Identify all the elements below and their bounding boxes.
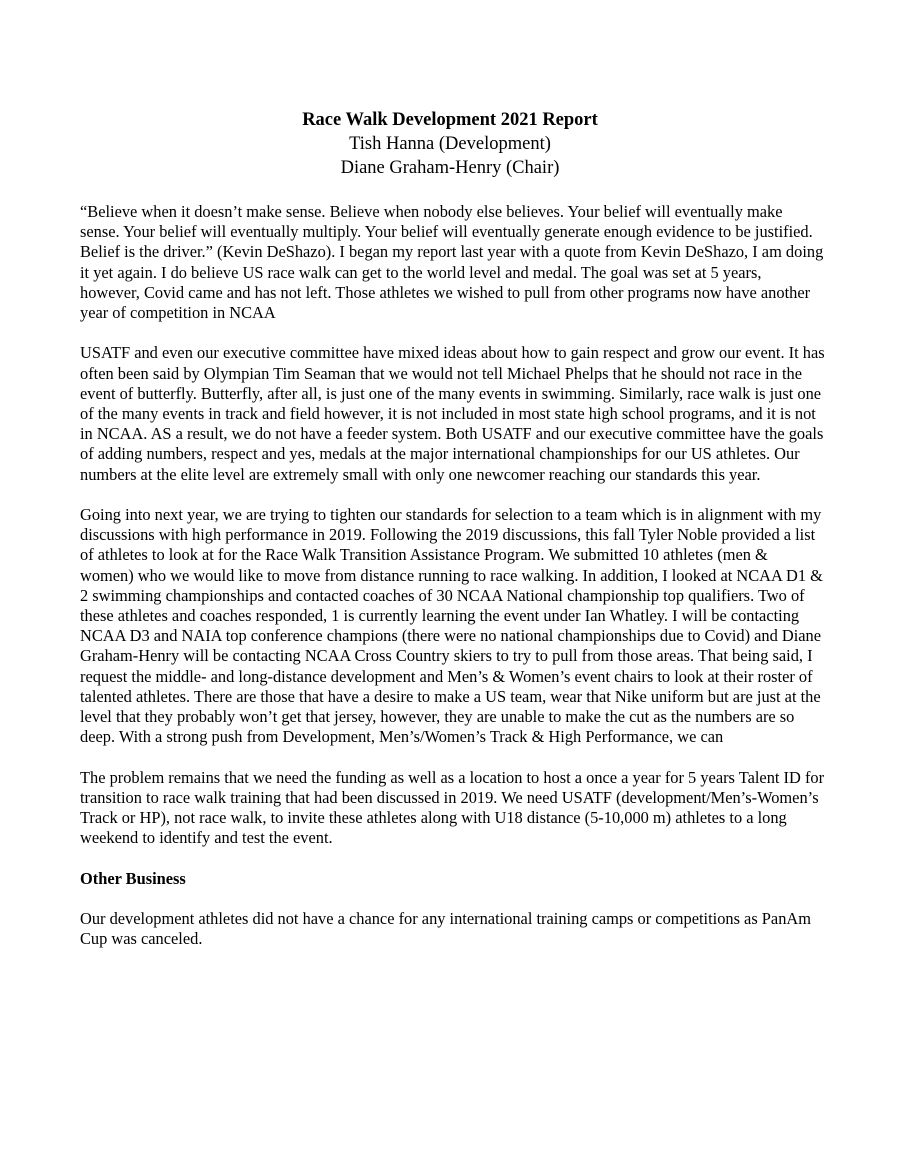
other-business-heading: Other Business [80, 868, 186, 888]
paragraph-quote: “Believe when it doesn’t make sense. Believe when nobody else believes. Your belief will eventually make sense. Your belief will eventually multiply. Your belief will eventually generate enough evidence to be justified. Belief is the driver.” (Kevin DeShazo). I began my report last year with a quote from Kevin DeShazo, I am doing it yet again. I do believe US race walk can get to the world level and medal. The goal was set at 5 years, however, Covid came and has not left. Those athletes we wished to pull from other programs now have another year of competition in NCAA [80, 202, 824, 323]
author-chair: Diane Graham-Henry (Chair) [340, 158, 560, 178]
paragraph-other-business: Our development athletes did not have a chance for any international training camps or competitions as PanAm Cup was canceled. [80, 909, 811, 949]
author-development: Tish Hanna (Development) [349, 134, 551, 154]
paragraph-next-year: Going into next year, we are trying to tighten our standards for selection to a team which is in alignment with my discussions with high performance in 2019. Following the 2019 discussions, this fall Tyler Noble provided a list of athletes to look at for the Race Walk Transition Assistance Program. We submitted 10 athletes (men & women) who we would like to move from distance running to race walking. In addition, I looked at NCAA D1 & 2 swimming championships and contacted coaches of 30 NCAA National championship top qualifiers. Two of these athletes and coaches responded, 1 is currently learning the event under Ian Whatley. I will be contacting NCAA D3 and NAIA top conference champions (there were no national championships due to Covid) and Diane Graham-Henry will be contacting NCAA Cross Country skiers to try to pull from those areas. That being said, I request the middle- and long-distance development and Men’s & Women’s event chairs to look at their roster of talented athletes. There are those that have a desire to make a US team, wear that Nike uniform but are just at the level that they probably won’t get that jersey, however, they are unable to make the cut as the numbers are so deep. With a strong push from Development, Men’s/Women’s Track & High Performance, we can [80, 505, 823, 747]
report-header [0, 108, 900, 180]
paragraph-usatf: USATF and even our executive committee have mixed ideas about how to gain respect and grow our event. It has often been said by Olympian Tim Seaman that we would not tell Michael Phelps that he should not race in the event of butterfly. Butterfly, after all, is just one of the many events in swimming. Similarly, race walk is just one of the many events in track and field however, it is not included in most state high school programs, and it is not in NCAA. AS a result, we do not have a feeder system. Both USATF and our executive committee have the goals of adding numbers, respect and yes, medals at the major international championships for our US athletes. Our numbers at the elite level are extremely small with only one newcomer reaching our standards this year. [80, 343, 825, 484]
paragraph-funding: The problem remains that we need the funding as well as a location to host a once a year for 5 years Talent ID for transition to race walk training that had been discussed in 2019. We need USATF (development/Men’s-Women’s Track or HP), not race walk, to invite these athletes along with U18 distance (5-10,000 m) athletes to a long weekend to identify and test the event. [80, 767, 825, 848]
report-title: Race Walk Development 2021 Report [302, 110, 598, 130]
report-body [80, 202, 825, 970]
